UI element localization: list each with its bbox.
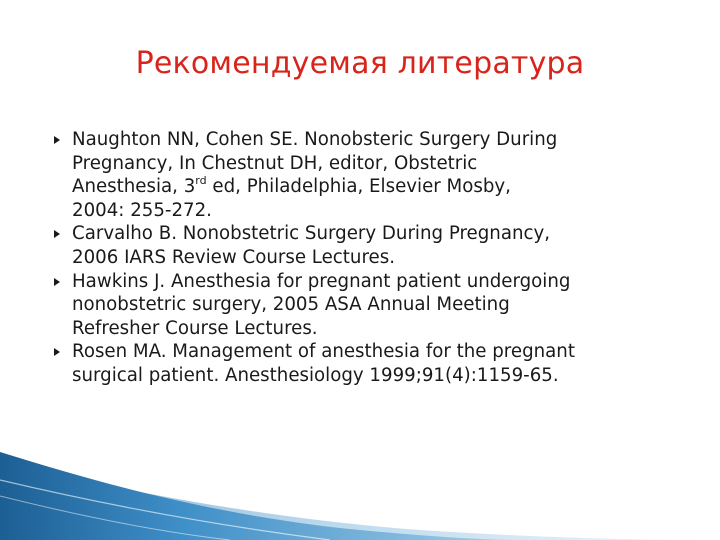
reference-item — [0, 340, 720, 387]
reference-text: ed, Philadelphia, Elsevier Mosby, — [206, 176, 511, 198]
decorative-wave — [0, 440, 720, 540]
reference-item — [0, 222, 720, 269]
triangle-bullet-icon — [54, 136, 60, 144]
reference-line: Naughton NN, Cohen SE. Nonobsteric Surgery During — [72, 129, 558, 150]
triangle-bullet-icon — [54, 278, 60, 286]
triangle-bullet-icon — [54, 230, 60, 238]
reference-line: Refresher Course Lectures. — [72, 317, 318, 339]
reference-line: Carvalho B. Nonobstetric Surgery During Pregnancy, — [72, 223, 551, 245]
reference-list — [0, 128, 720, 388]
wave-band-dark — [0, 452, 520, 540]
reference-line: 2006 IARS Review Course Lectures. — [72, 246, 395, 268]
reference-item — [0, 270, 720, 341]
reference-text: Anesthesia, 3 — [72, 176, 196, 198]
reference-line: surgical patient. Anesthesiology 1999;91(4):1159-65. — [72, 364, 559, 386]
reference-line: Pregnancy, In Chestnut DH, editor, Obstetric — [72, 152, 478, 174]
superscript: rd — [195, 174, 207, 188]
slide-title: Рекомендуемая литература — [135, 46, 585, 81]
reference-line: 2004: 255-272. — [72, 199, 212, 221]
reference-line — [72, 175, 680, 199]
reference-line: nonobstetric surgery, 2005 ASA Annual Meeting — [72, 294, 510, 316]
reference-line: Hawkins J. Anesthesia for pregnant patient undergoing — [72, 270, 571, 292]
reference-line: Rosen MA. Management of anesthesia for the pregnant — [72, 341, 575, 363]
triangle-bullet-icon — [54, 348, 60, 356]
reference-item — [0, 128, 720, 222]
